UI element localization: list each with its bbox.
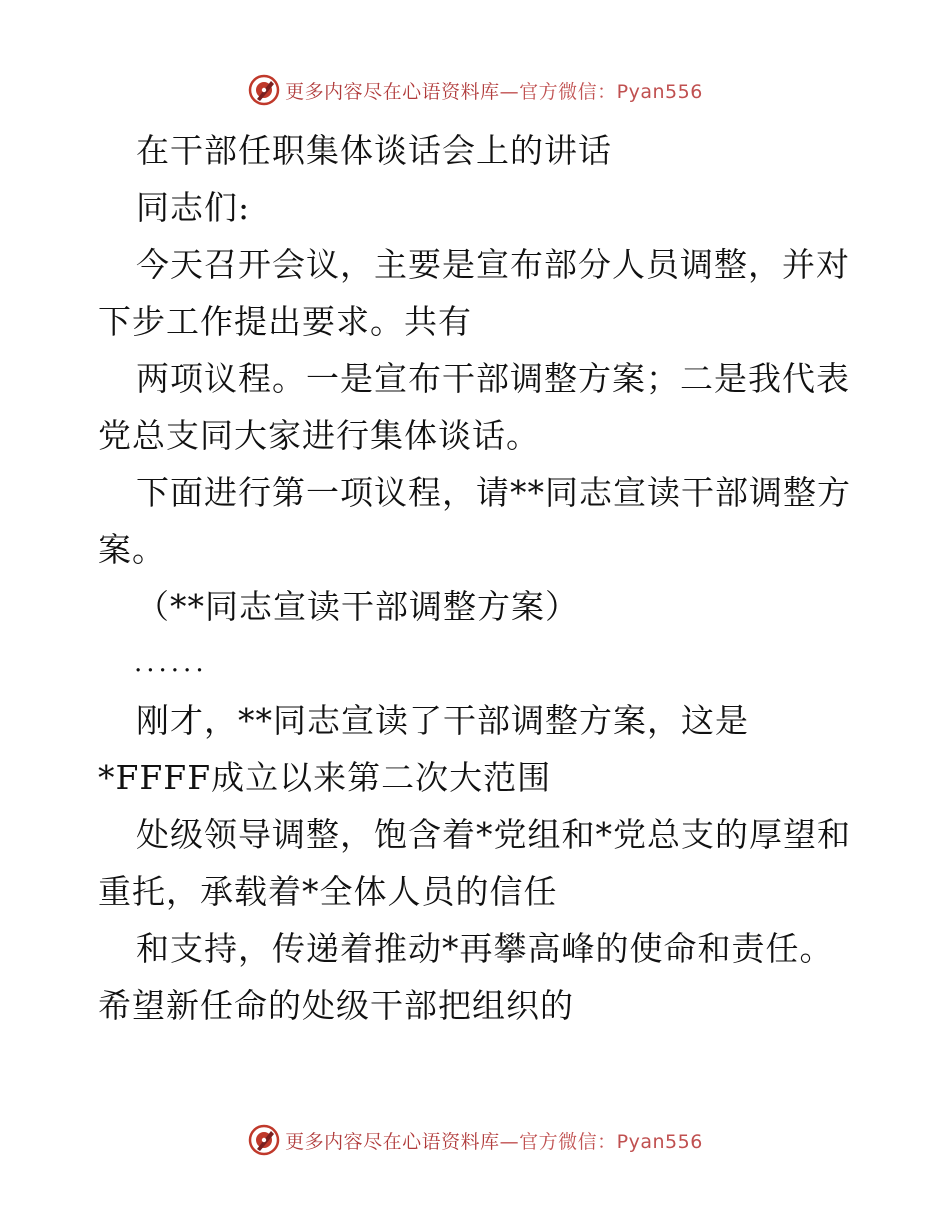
header-banner-tail: —官方微信：Pyan556	[499, 80, 703, 103]
pen-logo-icon	[247, 1123, 281, 1157]
paragraph-6: 处级领导调整，饱含着*党组和*党总支的厚望和重托，承载着*全体人员的信任	[98, 815, 851, 911]
paragraph-7: 和支持，传递着推动*再攀高峰的使命和责任。希望新任命的处级干部把组织的	[98, 929, 834, 1025]
footer-banner-main: 更多内容尽在心语资料库	[285, 1130, 500, 1153]
paragraph-4: （**同志宣读干部调整方案）	[136, 587, 579, 626]
paragraph-1: 今天召开会议，主要是宣布部分人员调整，并对下步工作提出要求。共有	[98, 245, 850, 341]
footer-banner-tail: —官方微信：Pyan556	[499, 1130, 703, 1153]
paragraph-5: 刚才，**同志宣读了干部调整方案，这是*FFFF成立以来第二次大范围	[98, 701, 749, 797]
header-watermark-banner	[0, 68, 950, 112]
footer-watermark-banner	[0, 1118, 950, 1162]
footer-banner-text	[285, 1127, 703, 1154]
pen-logo-icon	[247, 73, 281, 107]
document-title: 在干部任职集体谈话会上的讲话	[136, 131, 612, 170]
ellipsis-line: ......	[134, 648, 208, 678]
document-body	[98, 122, 858, 1034]
header-banner-text	[285, 77, 703, 104]
paragraph-2: 两项议程。一是宣布干部调整方案；二是我代表党总支同大家进行集体谈话。	[98, 359, 850, 455]
greeting: 同志们:	[136, 188, 251, 227]
paragraph-3: 下面进行第一项议程，请**同志宣读干部调整方案。	[98, 473, 851, 569]
header-banner-main: 更多内容尽在心语资料库	[285, 80, 500, 103]
